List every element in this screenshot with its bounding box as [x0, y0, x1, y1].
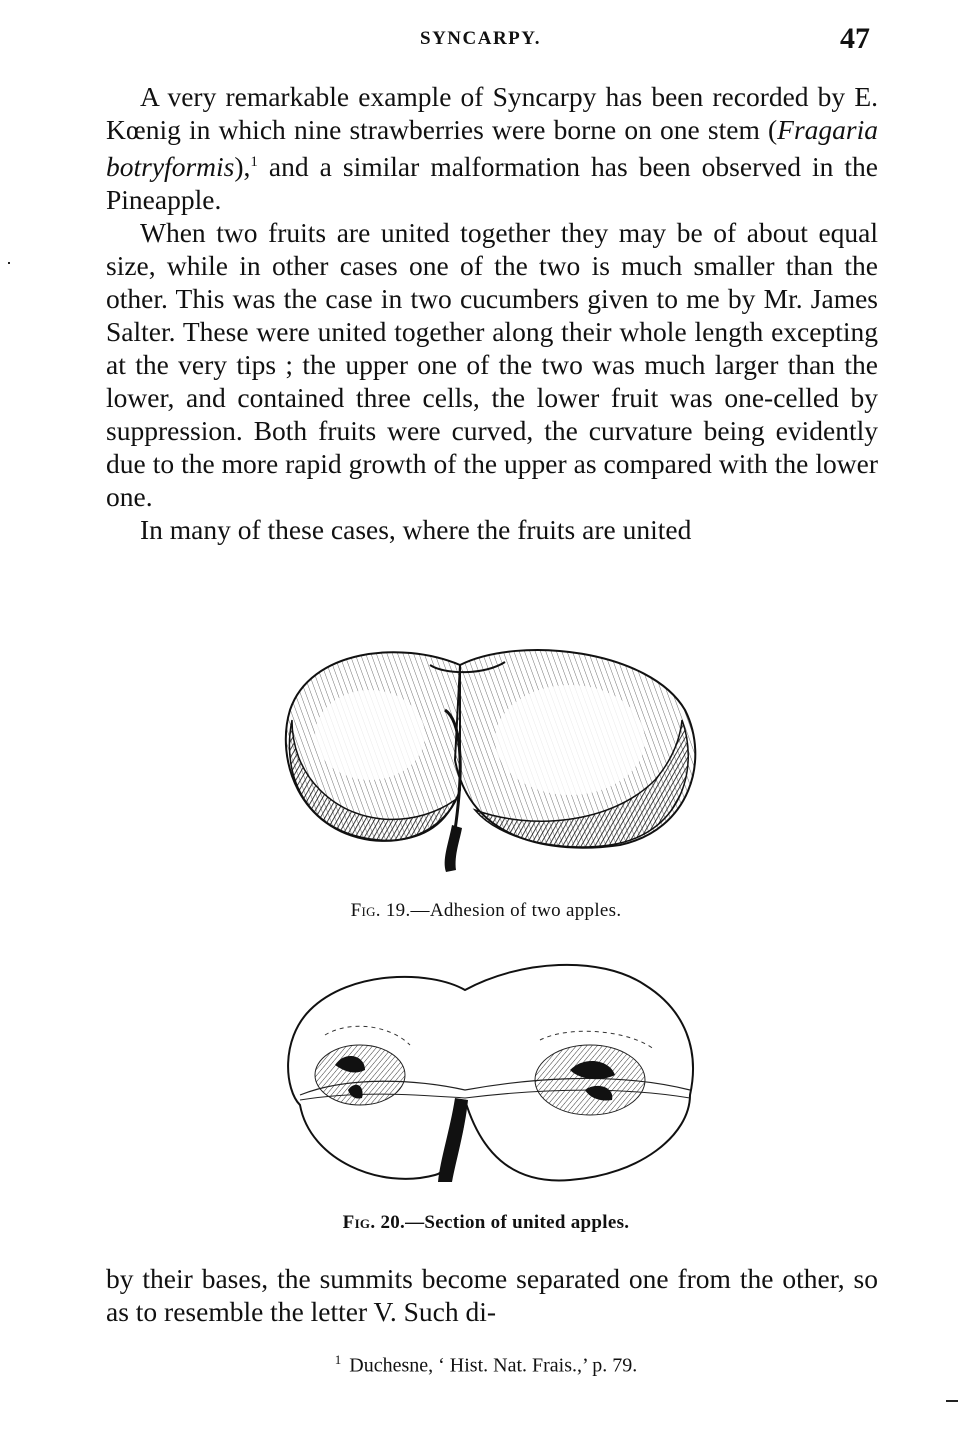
- scan-edge-mark: [946, 1400, 958, 1402]
- figure-20-caption-text: —Section of united apples.: [405, 1212, 630, 1233]
- figure-19-label: Fig. 19.: [350, 900, 411, 921]
- body-text-bottom: [106, 1262, 878, 1328]
- species-name: Fragaria botryformis: [106, 114, 878, 183]
- figure-19-apples-illustration: [270, 640, 710, 880]
- page-number: 47: [840, 22, 870, 55]
- figure-20-caption: [0, 1212, 972, 1234]
- footnote-text: Duchesne, ‘ Hist. Nat. Frais.,’ p. 79.: [349, 1354, 638, 1377]
- footnote: [0, 1352, 972, 1378]
- figure-20-section-illustration: [270, 950, 710, 1190]
- footnote-marker: 1: [334, 1352, 342, 1367]
- paragraph-continuation: by their bases, the summits become separated one from the other, so as to resemble the letter V. Such di-: [106, 1263, 878, 1327]
- figure-20-label: Fig. 20.: [342, 1212, 406, 1233]
- page-header: [0, 24, 972, 54]
- paragraph-syncarpy-example: A very remarkable example of Syncarpy has been recorded by E. Kœnig in which nine strawberries were borne on one stem (Fragaria botryformis),$^1$ and a similar malformation has been observed in the Pineapple.: [106, 81, 878, 216]
- figure-19-caption-text: —Adhesion of two apples.: [410, 900, 622, 921]
- footnote-reference: 1: [250, 154, 258, 170]
- running-head: SYNCARPY.: [420, 28, 542, 49]
- figure-19-caption: [0, 900, 972, 922]
- paragraph-united-bases-start: In many of these cases, where the fruits are united: [140, 514, 692, 546]
- scan-speck: [8, 262, 10, 264]
- paragraph-two-fruits: When two fruits are united together they may be of about equal size, while in other cases one of the two is much smaller than the other. This was the case in two cucumbers given to me by Mr. James Salter. These were united together along their whole length excepting at the very tips ; the upper one of the two was much larger than the lower, and contained three cells, the lower fruit was one-celled by suppression. Both fruits were curved, the curvature being evidently due to the more rapid growth of the upper as compared with the lower one.: [106, 217, 878, 513]
- body-text-top: [106, 80, 878, 546]
